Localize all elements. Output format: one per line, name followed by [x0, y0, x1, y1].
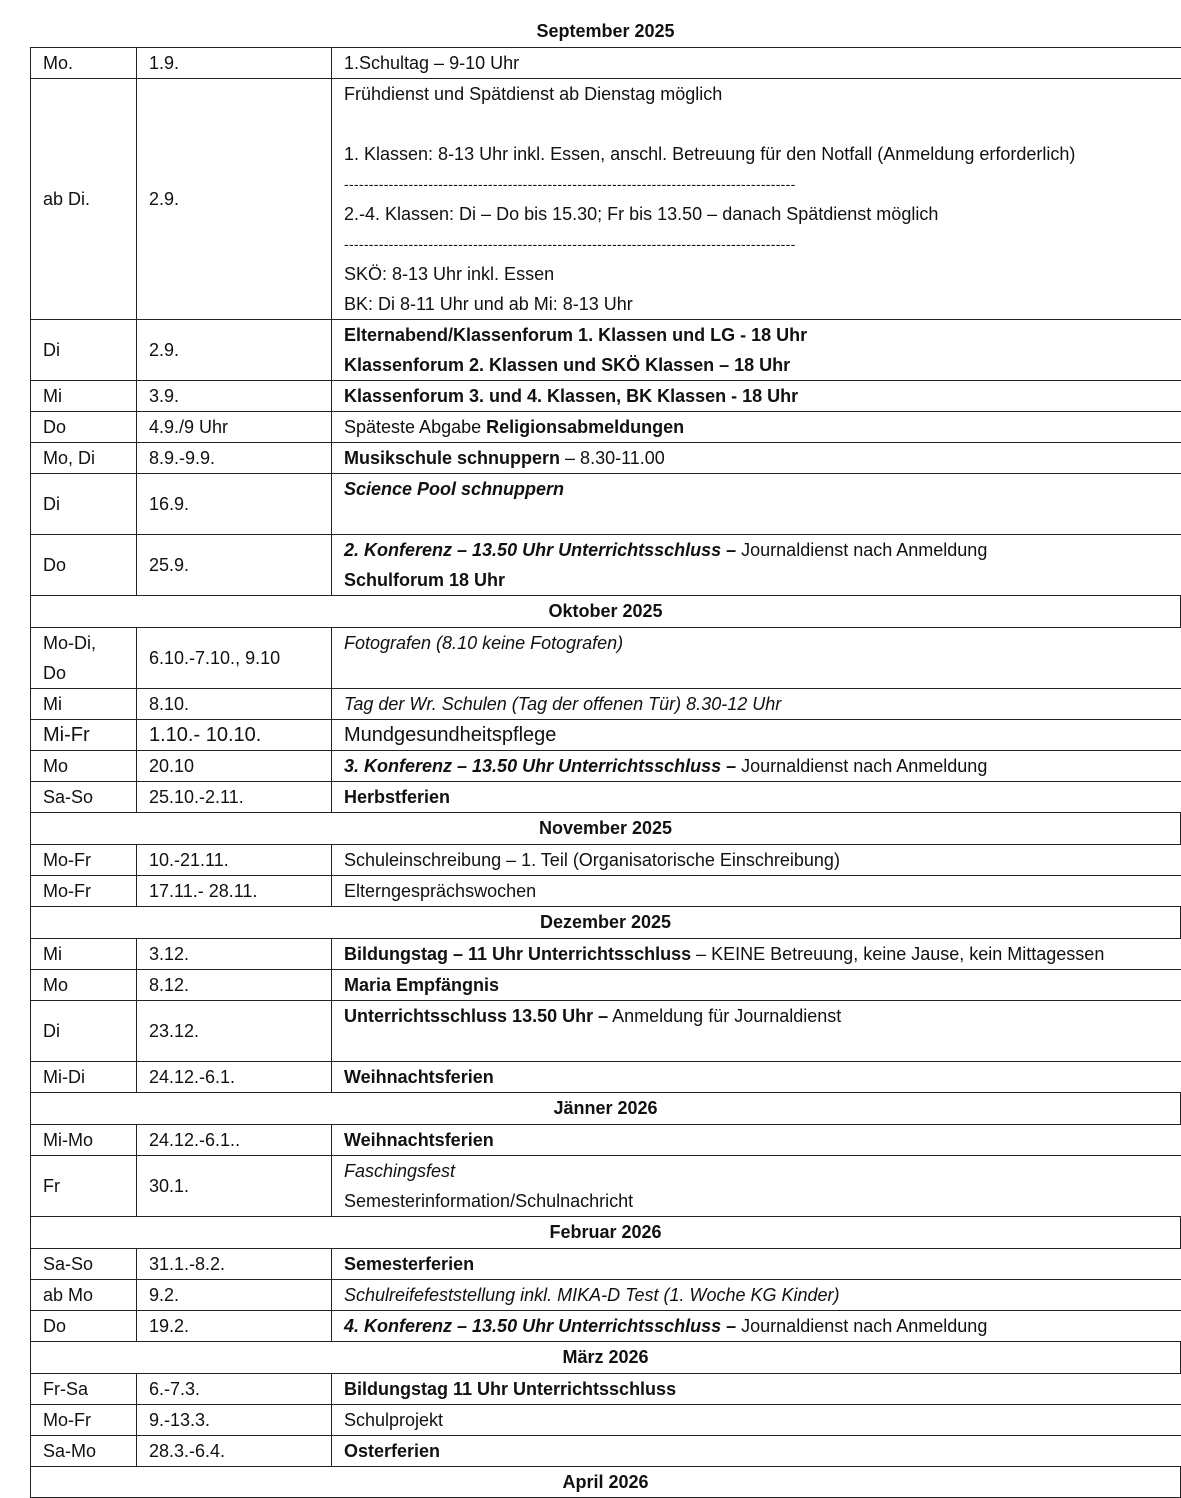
table-row: [31, 689, 1181, 720]
event-cell: [332, 1249, 1181, 1280]
event-cell: [332, 689, 1181, 720]
day-cell: Fr: [31, 1156, 137, 1217]
date-cell: 24.12.-6.1..: [137, 1125, 332, 1156]
date-cell: 28.3.-6.4.: [137, 1436, 332, 1467]
date-cell: 30.1.: [137, 1156, 332, 1217]
event-line: [344, 229, 1181, 259]
day-cell: Do: [31, 412, 137, 443]
date-cell: 1.9.: [137, 48, 332, 79]
event-text: Fotografen (8.10 keine Fotografen): [344, 633, 624, 653]
day-cell: Mi: [31, 689, 137, 720]
day-cell: Do: [31, 1311, 137, 1342]
day-cell: Mo.: [31, 48, 137, 79]
table-row: [31, 1156, 1181, 1217]
table-row: [31, 412, 1181, 443]
month-table: [30, 1373, 1181, 1467]
table-row: [31, 1125, 1181, 1156]
day-cell: Sa-Mo: [31, 1436, 137, 1467]
date-cell: 31.1.-8.2.: [137, 1249, 332, 1280]
event-cell: [332, 939, 1181, 970]
date-cell: 25.9.: [137, 535, 332, 596]
event-text: Klassenforum 2. Klassen und SKÖ Klassen – 18 Uhr: [344, 355, 791, 375]
event-text: Schulprojekt: [344, 1410, 444, 1430]
event-line: [344, 1156, 1181, 1186]
day-cell: Di: [31, 1001, 137, 1062]
date-cell: 19.2.: [137, 1311, 332, 1342]
event-text: Schuleinschreibung – 1. Teil (Organisatorische Einschreibung): [344, 850, 840, 870]
day-cell: ab Mo: [31, 1280, 137, 1311]
event-line: [344, 689, 1181, 719]
event-text: Schulreifefeststellung inkl. MIKA-D Test (1. Woche KG Kinder): [344, 1285, 840, 1305]
school-calendar: [30, 16, 1181, 1498]
date-cell: 17.11.- 28.11.: [137, 876, 332, 907]
event-text: 1. Klassen: 8-13 Uhr inkl. Essen, anschl. Betreuung für den Notfall (Anmeldung erforderlich): [344, 144, 1076, 164]
event-text: Weihnachtsferien: [344, 1130, 494, 1150]
event-cell: [332, 628, 1181, 689]
event-text: Maria Empfängnis: [344, 975, 500, 995]
event-text: Journaldienst nach Anmeldung: [741, 756, 988, 776]
event-line: [344, 535, 1181, 565]
event-line: [344, 1436, 1181, 1466]
day-cell: Sa-So: [31, 1249, 137, 1280]
event-text: Journaldienst nach Anmeldung: [741, 540, 988, 560]
date-cell: 6.10.-7.10., 9.10: [137, 628, 332, 689]
table-row: [31, 628, 1181, 689]
event-text: – KEINE Betreuung, keine Jause, kein Mittagessen: [691, 944, 1105, 964]
event-text: 1.Schultag – 9-10 Uhr: [344, 53, 520, 73]
table-row: [31, 381, 1181, 412]
day-cell: Mo-Fr: [31, 1405, 137, 1436]
event-cell: [332, 1311, 1181, 1342]
event-line: [344, 939, 1181, 969]
date-cell: 10.-21.11.: [137, 845, 332, 876]
day-cell: Mo-Fr: [31, 845, 137, 876]
date-cell: 8.10.: [137, 689, 332, 720]
event-line: [344, 474, 1181, 504]
month-table: [30, 1248, 1181, 1342]
event-text: 2. Konferenz – 13.50 Uhr Unterrichtsschluss: [344, 540, 722, 560]
month-heading: Dezember 2025: [30, 907, 1181, 938]
event-cell: [332, 1280, 1181, 1311]
event-line: [344, 1311, 1181, 1341]
date-cell: 8.12.: [137, 970, 332, 1001]
event-text: Semesterferien: [344, 1254, 475, 1274]
event-line: [344, 751, 1181, 781]
event-cell: [332, 1001, 1181, 1062]
event-line: [344, 1249, 1181, 1279]
event-line: [344, 782, 1181, 812]
event-cell: [332, 1436, 1181, 1467]
event-text: Mundgesundheitspflege: [344, 724, 557, 746]
table-row: [31, 1001, 1181, 1062]
event-cell: [332, 751, 1181, 782]
event-text: Schulforum 18 Uhr: [344, 570, 506, 590]
event-text: Journaldienst nach Anmeldung: [741, 1316, 988, 1336]
day-cell: Mo: [31, 751, 137, 782]
event-cell: [332, 1156, 1181, 1217]
day-cell: Mo-Fr: [31, 876, 137, 907]
event-line: [344, 565, 1181, 595]
table-row: [31, 1311, 1181, 1342]
event-text: –: [721, 756, 742, 776]
table-row: [31, 1405, 1181, 1436]
event-cell: [332, 1374, 1181, 1405]
date-cell: 6.-7.3.: [137, 1374, 332, 1405]
day-cell: Di: [31, 320, 137, 381]
event-text: Semesterinformation/Schulnachricht: [344, 1191, 634, 1211]
day-cell: Mi: [31, 939, 137, 970]
event-text: Faschingsfest: [344, 1161, 456, 1181]
event-text: Religionsabmeldungen: [486, 417, 685, 437]
table-row: [31, 48, 1181, 79]
event-line: [344, 628, 1181, 658]
table-row: [31, 443, 1181, 474]
event-text: 4. Konferenz – 13.50 Uhr Unterrichtsschluss: [344, 1316, 722, 1336]
event-line: [344, 199, 1181, 229]
event-cell: [332, 970, 1181, 1001]
event-text: Unterrichtsschluss 13.50 Uhr –: [344, 1006, 609, 1026]
event-text: 3. Konferenz – 13.50 Uhr Unterrichtsschluss: [344, 756, 722, 776]
event-text: Tag der Wr. Schulen (Tag der offenen Tür) 8.30-12 Uhr: [344, 694, 782, 714]
day-cell: Mi-Di: [31, 1062, 137, 1093]
month-heading: Jänner 2026: [30, 1093, 1181, 1124]
event-cell: [332, 876, 1181, 907]
date-cell: 16.9.: [137, 474, 332, 535]
event-text: SKÖ: 8-13 Uhr inkl. Essen: [344, 264, 555, 284]
day-cell: Do: [31, 535, 137, 596]
event-text: Science Pool schnuppern: [344, 479, 565, 499]
day-cell: Mi-Fr: [31, 720, 137, 751]
day-cell: ab Di.: [31, 79, 137, 320]
event-line: [344, 48, 1181, 78]
event-cell: [332, 720, 1181, 751]
table-row: [31, 970, 1181, 1001]
month-heading: März 2026: [30, 1342, 1181, 1373]
day-cell: Mo, Di: [31, 443, 137, 474]
day-cell: Mo-Di, Do: [31, 628, 137, 689]
table-row: [31, 79, 1181, 320]
date-cell: 20.10: [137, 751, 332, 782]
event-cell: [332, 1405, 1181, 1436]
event-line: [344, 169, 1181, 199]
date-cell: 9.2.: [137, 1280, 332, 1311]
event-cell: [332, 320, 1181, 381]
event-text: –: [721, 1316, 742, 1336]
event-cell: [332, 1125, 1181, 1156]
day-cell: Mo: [31, 970, 137, 1001]
event-line: [344, 1031, 1181, 1061]
event-text: Späteste Abgabe: [344, 417, 487, 437]
event-line: [344, 845, 1181, 875]
event-text: –: [721, 540, 742, 560]
event-cell: [332, 1062, 1181, 1093]
month-heading: September 2025: [536, 21, 675, 41]
table-row: [31, 845, 1181, 876]
day-cell: Mi-Mo: [31, 1125, 137, 1156]
month-heading: Februar 2026: [30, 1217, 1181, 1248]
event-cell: [332, 474, 1181, 535]
event-text: Frühdienst und Spätdienst ab Dienstag möglich: [344, 84, 723, 104]
event-text: Bildungstag 11 Uhr Unterrichtsschluss: [344, 1379, 677, 1399]
event-text: Elternabend/Klassenforum 1. Klassen und LG - 18 Uhr: [344, 325, 808, 345]
day-cell: Di: [31, 474, 137, 535]
table-row: [31, 876, 1181, 907]
date-cell: 1.10.- 10.10.: [137, 720, 332, 751]
event-text: BK: Di 8-11 Uhr und ab Mi: 8-13 Uhr: [344, 294, 633, 314]
separator-line: -------------------------------------------------------------------------------------------: [344, 236, 796, 252]
event-text: Anmeldung für Journaldienst: [608, 1006, 842, 1026]
day-cell: Fr-Sa: [31, 1374, 137, 1405]
event-line: [344, 259, 1181, 289]
date-cell: 25.10.-2.11.: [137, 782, 332, 813]
date-cell: 24.12.-6.1.: [137, 1062, 332, 1093]
table-row: [31, 1280, 1181, 1311]
event-cell: [332, 412, 1181, 443]
event-line: [344, 1186, 1181, 1216]
table-row: [31, 939, 1181, 970]
table-row: [31, 1249, 1181, 1280]
date-cell: 2.9.: [137, 320, 332, 381]
event-cell: [332, 48, 1181, 79]
event-text: Musikschule schnuppern: [344, 448, 561, 468]
month-table: [30, 844, 1181, 907]
event-text: Bildungstag – 11 Uhr Unterrichtsschluss: [344, 944, 692, 964]
date-cell: 2.9.: [137, 79, 332, 320]
table-row: [31, 751, 1181, 782]
event-text: Klassenforum 3. und 4. Klassen, BK Klassen - 18 Uhr: [344, 386, 799, 406]
event-line: [344, 289, 1181, 319]
event-line: [344, 720, 1181, 750]
event-line: [344, 350, 1181, 380]
event-line: [344, 139, 1181, 169]
event-cell: [332, 782, 1181, 813]
month-table: [30, 627, 1181, 813]
event-line: [344, 412, 1181, 442]
date-cell: 8.9.-9.9.: [137, 443, 332, 474]
day-cell: Sa-So: [31, 782, 137, 813]
event-text: Elterngesprächswochen: [344, 881, 537, 901]
event-line: [344, 1001, 1181, 1031]
table-row: [31, 535, 1181, 596]
event-line: [344, 443, 1181, 473]
event-line: [344, 876, 1181, 906]
event-cell: [332, 535, 1181, 596]
month-table: [30, 1124, 1181, 1217]
month-heading: November 2025: [30, 813, 1181, 844]
event-line: [344, 504, 1181, 534]
event-text: Herbstferien: [344, 787, 451, 807]
event-line: [344, 1125, 1181, 1155]
event-cell: [332, 845, 1181, 876]
day-cell: Mi: [31, 381, 137, 412]
event-line: [344, 1374, 1181, 1404]
month-heading: Oktober 2025: [30, 596, 1181, 627]
event-text: Osterferien: [344, 1441, 441, 1461]
date-cell: 3.12.: [137, 939, 332, 970]
table-row: [31, 1436, 1181, 1467]
month-table: [30, 938, 1181, 1093]
date-cell: 23.12.: [137, 1001, 332, 1062]
event-text: 2.-4. Klassen: Di – Do bis 15.30; Fr bis 13.50 – danach Spätdienst möglich: [344, 204, 939, 224]
event-cell: [332, 79, 1181, 320]
table-row: [31, 320, 1181, 381]
event-line: [344, 1062, 1181, 1092]
event-line: [344, 109, 1181, 139]
event-line: [344, 1280, 1181, 1310]
date-cell: 4.9./9 Uhr: [137, 412, 332, 443]
month-table: [30, 47, 1181, 596]
date-cell: 9.-13.3.: [137, 1405, 332, 1436]
event-line: [344, 320, 1181, 350]
event-line: [344, 970, 1181, 1000]
table-row: [31, 474, 1181, 535]
month-heading: April 2026: [30, 1467, 1181, 1498]
event-cell: [332, 381, 1181, 412]
event-line: [344, 79, 1181, 109]
event-text: – 8.30-11.00: [560, 448, 665, 468]
event-text: Weihnachtsferien: [344, 1067, 494, 1087]
separator-line: -------------------------------------------------------------------------------------------: [344, 176, 796, 192]
date-cell: 3.9.: [137, 381, 332, 412]
event-line: [344, 1405, 1181, 1435]
table-row: [31, 782, 1181, 813]
event-cell: [332, 443, 1181, 474]
table-row: [31, 720, 1181, 751]
event-line: [344, 381, 1181, 411]
table-row: [31, 1062, 1181, 1093]
event-line: [344, 658, 1181, 688]
table-row: [31, 1374, 1181, 1405]
